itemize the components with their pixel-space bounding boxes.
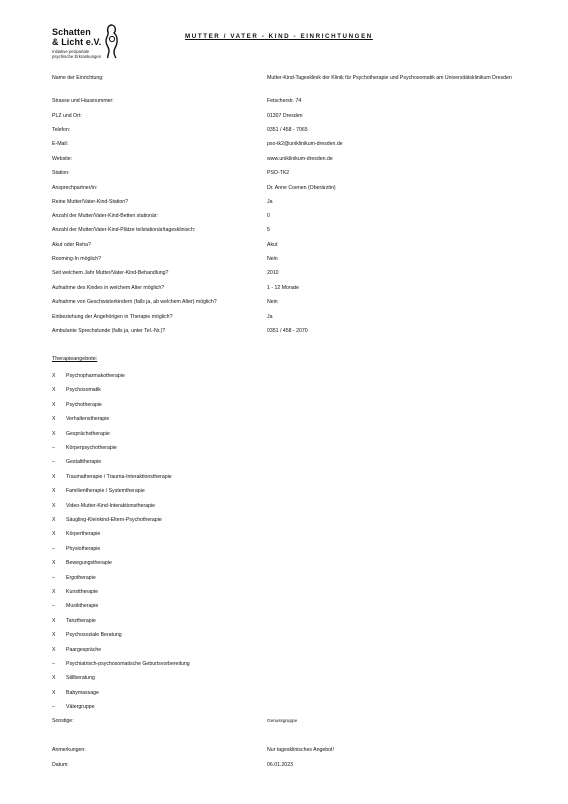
- info-label: Aufnahme von Geschwisterkindern (falls ja, ab welchem Alter) möglich?: [52, 299, 217, 305]
- info-label: Reine Mutter/Vater-Kind-Station?: [52, 199, 129, 205]
- therapy-mark: X: [52, 646, 56, 653]
- therapy-mark: X: [52, 430, 56, 437]
- info-label: Ambulante Sprechstunde (falls ja, unter Tel.-Nr.)?: [52, 328, 166, 334]
- therapy-mark: X: [52, 416, 56, 423]
- info-value: www.uniklinikum-dresden.de: [267, 156, 333, 162]
- therapy-name: Stillberatung: [66, 675, 95, 682]
- info-label: Strasse und Hausnummer:: [52, 98, 114, 104]
- info-label: Name der Einrichtung:: [52, 75, 104, 81]
- therapy-name: Psychiatrisch-psychosomatische Geburtsvorbereitung: [66, 661, 190, 667]
- therapy-mark: X: [52, 689, 56, 696]
- info-value: pso-tk2@uniklinikum-dresden.de: [267, 141, 343, 147]
- info-value: 0351 / 458 - 2070: [267, 328, 308, 334]
- therapy-name: Physiotherapie: [66, 545, 101, 552]
- info-label: PLZ und Ort:: [52, 113, 82, 119]
- therapy-mark: –: [52, 574, 55, 581]
- therapy-mark: –: [52, 704, 55, 711]
- info-label: Anzahl der Mutter/Vater-Kind-Plätze teilstationär/tagesklinisch:: [52, 227, 196, 233]
- therapy-mark: –: [52, 545, 55, 552]
- info-value: 0: [267, 213, 270, 219]
- info-value: 1 - 12 Monate: [267, 285, 300, 291]
- therapy-mark: –: [52, 445, 55, 451]
- therapy-name: Psychotherapie: [66, 401, 102, 408]
- therapy-name: Traumatherapie / Trauma-Interaktionstherapie: [66, 473, 172, 480]
- mother-child-figure-icon: [100, 23, 122, 59]
- info-label: Rooming-In möglich?: [52, 256, 102, 262]
- therapy-name: Säugling-Kleinkind-Eltern-Psychotherapie: [66, 517, 162, 523]
- logo-subtitle-line2: psychische Erkrankungen: [52, 54, 102, 59]
- info-value: 0351 / 458 - 7065: [267, 127, 308, 133]
- therapy-name: Video-Mutter-Kind-Interaktionstherapie: [66, 502, 156, 509]
- info-value: Nein: [267, 256, 278, 262]
- datum-label: Datum:: [52, 762, 69, 768]
- therapy-name: Musiktherapie: [66, 603, 99, 610]
- therapy-name: Vätergruppe: [66, 704, 95, 711]
- info-value: Dr. Anne Coenen (Oberärztin): [267, 185, 336, 191]
- therapy-mark: X: [52, 531, 56, 538]
- therapy-mark: –: [52, 603, 55, 610]
- logo-subtitle-line1: Initiative peripartale: [52, 49, 90, 54]
- therapy-mark: X: [52, 473, 56, 480]
- anmerkungen-label: Anmerkungen:: [52, 747, 86, 753]
- therapy-name: Psychopharmakotherapie: [66, 373, 125, 379]
- therapy-mark: X: [52, 632, 56, 639]
- therapy-mark: X: [52, 617, 56, 624]
- therapy-name: Kunsttherapie: [66, 589, 99, 595]
- info-label: Station:: [52, 170, 70, 176]
- info-value: Mutter-Kind-Tagesklinik der Klinik für Psychotherapie und Psychosomatik am Universitätsklinikum Dresden: [267, 75, 512, 81]
- info-label: Einbeziehung der Angehörigen in Therapie möglich?: [52, 314, 173, 320]
- info-label: E-Mail:: [52, 141, 69, 147]
- therapy-mark: –: [52, 459, 55, 466]
- therapy-name: Psychosoziale Beratung: [66, 632, 122, 639]
- therapy-name: Bewegungstherapie: [66, 560, 112, 567]
- therapy-name: Ergotherapie: [66, 574, 96, 581]
- info-value: Akut: [267, 242, 278, 248]
- info-value: 2010: [267, 270, 279, 276]
- info-value: 5: [267, 227, 270, 233]
- therapy-mark: X: [52, 502, 56, 509]
- therapy-mark: X: [52, 387, 56, 394]
- therapy-mark: X: [52, 517, 56, 523]
- therapy-name: Tanztherapie: [66, 617, 96, 624]
- therapy-mark: –: [52, 661, 55, 667]
- info-value: Fetscherstr. 74: [267, 98, 302, 104]
- therapy-name: Psychosomatik: [66, 387, 101, 394]
- therapy-name: Babymassage: [66, 689, 99, 696]
- therapy-name: Familientherapie / Systemtherapie: [66, 488, 145, 495]
- therapy-heading: Therapieangebote:: [52, 356, 98, 362]
- logo-name-line1: Schatten: [52, 27, 91, 37]
- info-value: Nein: [267, 299, 278, 305]
- info-label: Website:: [52, 156, 73, 162]
- therapy-mark: X: [52, 589, 56, 595]
- info-value: Ja: [267, 199, 273, 205]
- logo: [52, 24, 124, 64]
- info-value: PSO-TK2: [267, 170, 290, 176]
- anmerkungen-value: Nur tagesklinisches Angebot!: [267, 747, 334, 753]
- info-label: Anzahl der Mutter/Vater-Kind-Betten stationär:: [52, 213, 159, 219]
- info-value: 01307 Dresden: [267, 113, 303, 119]
- therapy-mark: X: [52, 488, 56, 495]
- therapy-mark: X: [52, 675, 56, 682]
- therapy-name: Gestalttherapie: [66, 459, 102, 466]
- sonstige-value: Genussgruppe: [267, 718, 298, 723]
- therapy-mark: X: [52, 373, 56, 379]
- info-label: Aufnahme des Kindes in welchem Alter möglich?: [52, 285, 165, 291]
- info-label: Akut oder Reha?: [52, 242, 91, 248]
- info-label: Telefon:: [52, 127, 71, 133]
- therapy-mark: X: [52, 401, 56, 408]
- info-label: Seit welchem Jahr Mutter/Vater-Kind-Behandlung?: [52, 270, 169, 276]
- sonstige-label: Sonstige:: [52, 718, 74, 724]
- document-title: MUTTER / VATER - KIND - EINRICHTUNGEN: [185, 33, 373, 40]
- therapy-name: Körperpsychotherapie: [66, 445, 117, 451]
- therapy-mark: X: [52, 560, 56, 567]
- logo-name-line2: & Licht e.V.: [52, 37, 102, 47]
- therapy-name: Paargespräche: [66, 646, 102, 653]
- therapy-name: Verhaltenstherapie: [66, 416, 110, 423]
- info-label: Ansprechpartner/in:: [52, 185, 98, 191]
- therapy-name: Körpertherapie: [66, 531, 101, 538]
- datum-value: 06.01.2023: [267, 762, 293, 768]
- therapy-name: Gesprächstherapie: [66, 430, 110, 437]
- info-value: Ja: [267, 314, 273, 320]
